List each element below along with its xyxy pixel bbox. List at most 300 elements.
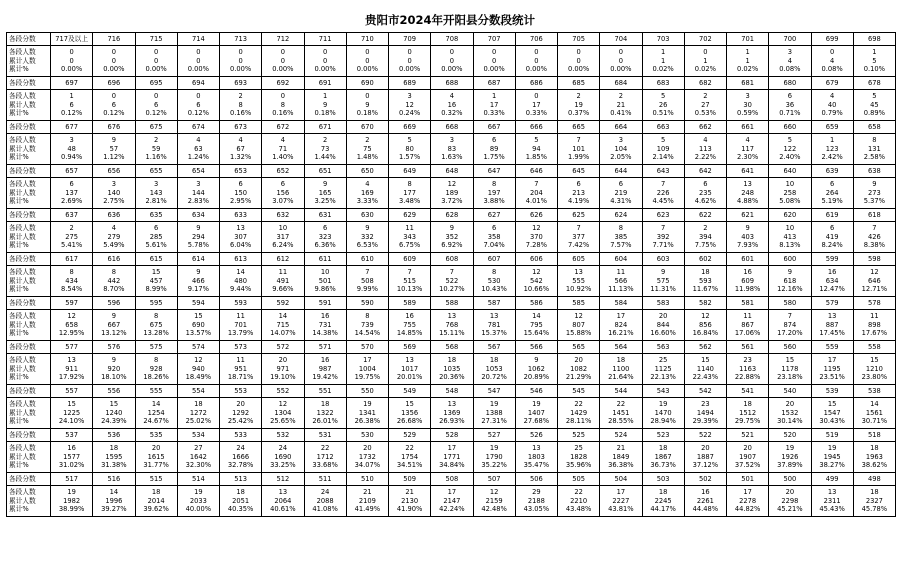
cumulative-value: 1178 — [781, 364, 799, 373]
score-band-cell: 570 — [346, 341, 388, 354]
percent-value: 5.08% — [779, 196, 801, 205]
cumulative-value: 2311 — [823, 496, 841, 505]
band-count-value: 0 — [111, 48, 116, 57]
cumulative-value: 1666 — [232, 452, 250, 461]
percent-value: 5.61% — [145, 240, 167, 249]
percent-value: 28.94% — [650, 416, 676, 425]
band-count-value: 12 — [870, 268, 879, 277]
score-band-cell: 699 — [811, 33, 853, 46]
band-count-value: 10 — [785, 224, 795, 233]
score-band-cell: 599 — [811, 253, 853, 266]
page-title: 贵阳市2024年开阳县分数段统计 — [364, 13, 535, 27]
score-data-cell — [853, 265, 895, 297]
score-data-cell — [642, 265, 684, 297]
score-data-cell — [220, 309, 262, 341]
score-data-cell — [684, 45, 726, 77]
cumulative-value: 1754 — [401, 452, 419, 461]
score-data-cell — [177, 45, 219, 77]
cumulative-value: 0 — [491, 56, 497, 65]
cumulative-value: 987 — [318, 364, 332, 373]
cumulative-value: 294 — [191, 232, 205, 241]
score-band-cell: 604 — [600, 253, 642, 266]
band-count-label: 各段人数 — [9, 488, 36, 497]
percent-value: 24.39% — [101, 416, 127, 425]
score-data-cell — [220, 133, 262, 165]
score-band-cell: 569 — [389, 341, 431, 354]
percent-value: 42.24% — [439, 504, 465, 513]
score-data-cell — [811, 353, 853, 385]
band-count-value: 17 — [363, 356, 372, 365]
band-count-value: 19 — [363, 400, 372, 409]
score-band-row — [7, 253, 896, 266]
score-band-cell: 625 — [558, 209, 600, 222]
score-band-cell: 717及以上 — [51, 33, 93, 46]
score-band-cell: 498 — [853, 473, 895, 486]
row-labels-cell — [7, 265, 51, 297]
score-data-cell — [51, 353, 93, 385]
score-data-cell — [220, 221, 262, 253]
score-band-cell: 659 — [811, 121, 853, 134]
score-data-cell — [389, 397, 431, 429]
score-band-cell: 650 — [346, 165, 388, 178]
score-band-cell: 624 — [600, 209, 642, 222]
percent-value: 4.88% — [737, 196, 759, 205]
band-count-value: 12 — [574, 312, 583, 321]
cumulative-value: 59 — [151, 144, 161, 153]
score-data-cell — [389, 309, 431, 341]
cumulative-value: 83 — [447, 144, 457, 153]
band-count-value: 20 — [785, 488, 795, 497]
cumulative-value: 1790 — [485, 452, 503, 461]
cumulative-value: 26 — [658, 100, 668, 109]
score-data-cell — [135, 221, 177, 253]
band-count-value: 0 — [534, 48, 539, 57]
band-count-value: 0 — [576, 48, 581, 57]
percent-value: 34.07% — [354, 460, 381, 469]
cumulative-value: 258 — [783, 188, 797, 197]
percent-value: 2.30% — [737, 152, 759, 161]
percent-value: 20.01% — [396, 372, 423, 381]
band-count-value: 14 — [278, 312, 288, 321]
score-band-cell: 577 — [51, 341, 93, 354]
band-count-value: 2 — [703, 92, 708, 101]
percent-value: 7.71% — [652, 240, 674, 249]
cumulative-value: 1451 — [612, 408, 630, 417]
cumulative-value: 1100 — [612, 364, 630, 373]
band-count-label: 各段人数 — [9, 444, 36, 453]
band-count-value: 18 — [109, 444, 119, 453]
cumulative-value: 1945 — [823, 452, 841, 461]
band-count-value: 0 — [618, 48, 623, 57]
score-band-cell: 523 — [642, 429, 684, 442]
percent-value: 1.12% — [103, 152, 125, 161]
score-band-cell: 500 — [769, 473, 811, 486]
percent-value: 0.00% — [61, 64, 83, 73]
percent-value: 7.93% — [737, 240, 759, 249]
band-count-value: 4 — [280, 136, 285, 145]
cumulative-value: 140 — [107, 188, 121, 197]
band-count-value: 0 — [69, 48, 74, 57]
score-data-cell — [262, 177, 304, 209]
score-band-label: 各段分数 — [7, 209, 51, 222]
score-data-cell — [515, 177, 557, 209]
score-data-cell — [135, 309, 177, 341]
percent-value: 17.06% — [734, 328, 761, 337]
score-data-cell — [304, 177, 346, 209]
percent-value: 0.16% — [230, 108, 252, 117]
score-data-cell — [769, 397, 811, 429]
band-count-label: 各段人数 — [9, 92, 36, 101]
percent-value: 15.37% — [481, 328, 507, 337]
cumulative-value: 75 — [363, 144, 372, 153]
band-count-label: 各段人数 — [9, 400, 36, 409]
percent-value: 19.42% — [312, 372, 338, 381]
cumulative-value: 6 — [153, 100, 159, 109]
percent-value: 10.27% — [439, 284, 465, 293]
band-count-value: 9 — [111, 136, 116, 145]
band-count-value: 15 — [785, 356, 795, 365]
score-data-cell — [558, 441, 600, 473]
cumulative-value: 2109 — [358, 496, 376, 505]
percent-value: 35.96% — [565, 460, 592, 469]
cumulative-value: 123 — [825, 144, 839, 153]
score-band-cell: 600 — [769, 253, 811, 266]
band-count-value: 11 — [405, 224, 414, 233]
cumulative-value: 137 — [65, 188, 78, 197]
percent-value: 6.24% — [272, 240, 294, 249]
percent-value: 29.75% — [734, 416, 761, 425]
score-band-cell: 620 — [769, 209, 811, 222]
score-band-cell: 540 — [769, 385, 811, 398]
cumulative-value: 2245 — [654, 496, 672, 505]
percent-value: 22.88% — [734, 372, 761, 381]
band-count-value: 7 — [449, 268, 454, 277]
score-data-cell — [811, 177, 853, 209]
cumulative-value: 113 — [698, 144, 712, 153]
score-band-cell: 559 — [811, 341, 853, 354]
score-band-cell: 592 — [262, 297, 304, 310]
percent-value: 17.45% — [819, 328, 845, 337]
band-count-value: 6 — [829, 180, 835, 189]
percent-value: 2.81% — [145, 196, 167, 205]
score-band-cell: 606 — [515, 253, 557, 266]
score-band-label: 各段分数 — [7, 341, 51, 354]
score-band-cell: 629 — [389, 209, 431, 222]
cumulative-value: 555 — [572, 276, 585, 285]
percent-value: 12.16% — [777, 284, 803, 293]
cumulative-value: 442 — [107, 276, 121, 285]
score-data-cell — [600, 177, 642, 209]
percent-value: 0.71% — [779, 108, 801, 117]
band-count-value: 11 — [743, 312, 752, 321]
score-data-cell — [853, 177, 895, 209]
cumulative-value: 1547 — [823, 408, 841, 417]
band-count-value: 9 — [322, 180, 328, 189]
score-data-cell — [93, 353, 135, 385]
score-data-cell — [93, 441, 135, 473]
cumulative-value: 867 — [741, 320, 754, 329]
score-band-cell: 644 — [600, 165, 642, 178]
percent-value: 25.02% — [185, 416, 212, 425]
percent-value: 27.68% — [523, 416, 550, 425]
score-data-cell — [304, 397, 346, 429]
cumulative-value: 156 — [276, 188, 290, 197]
score-band-cell: 608 — [431, 253, 473, 266]
score-band-cell: 579 — [811, 297, 853, 310]
cumulative-value: 701 — [234, 320, 247, 329]
band-count-value: 11 — [236, 356, 245, 365]
score-band-cell: 678 — [853, 77, 895, 90]
score-band-cell: 619 — [811, 209, 853, 222]
cumulative-value: 323 — [318, 232, 332, 241]
band-count-value: 16 — [67, 444, 76, 453]
score-band-row — [7, 429, 896, 442]
score-band-cell: 667 — [473, 121, 515, 134]
percent-value: 7.04% — [483, 240, 505, 249]
percent-value: 32.78% — [227, 460, 254, 469]
percent-value: 31.77% — [143, 460, 169, 469]
score-band-cell: 674 — [177, 121, 219, 134]
percent-value: 19.75% — [354, 372, 381, 381]
band-count-value: 18 — [447, 356, 457, 365]
percent-value: 0.33% — [525, 108, 547, 117]
percent-value: 0.12% — [187, 108, 209, 117]
percent-value: 33.25% — [270, 460, 296, 469]
percent-value: 2.83% — [187, 196, 209, 205]
score-data-cell — [600, 441, 642, 473]
band-count-value: 1 — [69, 92, 74, 101]
cumulative-value: 122 — [783, 144, 797, 153]
row-labels-cell — [7, 45, 51, 77]
score-data-cell — [600, 353, 642, 385]
cumulative-value: 887 — [825, 320, 839, 329]
cumulative-value: 2147 — [443, 496, 461, 505]
score-data-cell — [642, 397, 684, 429]
score-data-cell — [473, 265, 515, 297]
cumulative-value: 377 — [572, 232, 585, 241]
band-count-value: 5 — [787, 136, 792, 145]
percent-value: 40.35% — [227, 504, 254, 513]
score-band-cell: 665 — [558, 121, 600, 134]
score-band-cell: 515 — [135, 473, 177, 486]
score-data-cell — [727, 397, 769, 429]
percent-label: 累计% — [9, 504, 29, 513]
band-count-value: 19 — [194, 488, 203, 497]
score-band-cell: 637 — [51, 209, 93, 222]
band-count-value: 9 — [449, 224, 454, 233]
score-data-cell — [684, 265, 726, 297]
score-band-cell: 575 — [135, 341, 177, 354]
score-data-cell — [515, 441, 557, 473]
band-count-value: 4 — [703, 136, 708, 145]
score-band-cell: 651 — [304, 165, 346, 178]
score-band-cell: 607 — [473, 253, 515, 266]
score-data-cell — [346, 397, 388, 429]
score-data-cell — [389, 133, 431, 165]
score-data-cell — [642, 89, 684, 121]
band-count-value: 7 — [660, 224, 666, 233]
percent-value: 26.38% — [354, 416, 381, 425]
percent-value: 0.33% — [483, 108, 505, 117]
cumulative-value: 1470 — [654, 408, 672, 417]
cumulative-value: 27 — [701, 100, 710, 109]
band-count-value: 15 — [405, 400, 414, 409]
band-count-value: 18 — [701, 268, 710, 277]
score-band-cell: 710 — [346, 33, 388, 46]
score-band-cell: 521 — [727, 429, 769, 442]
score-data-cell — [51, 309, 93, 341]
percent-value: 21.29% — [565, 372, 592, 381]
score-data-cell — [220, 485, 262, 517]
cumulative-value: 466 — [191, 276, 205, 285]
score-data-cell — [684, 89, 726, 121]
score-data-cell — [769, 221, 811, 253]
percent-value: 37.12% — [692, 460, 719, 469]
band-count-value: 19 — [489, 444, 499, 453]
percent-value: 4.19% — [568, 196, 590, 205]
score-band-cell: 529 — [389, 429, 431, 442]
cumulative-value: 0 — [238, 56, 243, 65]
score-data-cell — [684, 485, 726, 517]
score-data-cell — [558, 309, 600, 341]
percent-value: 0.00% — [230, 64, 252, 73]
score-data-cell — [346, 309, 388, 341]
score-band-cell: 714 — [177, 33, 219, 46]
band-count-value: 20 — [743, 444, 752, 453]
percent-value: 8.13% — [779, 240, 801, 249]
cumulative-value: 0 — [534, 56, 539, 65]
cumulative-value: 1163 — [739, 364, 757, 373]
cumulative-value: 370 — [529, 232, 543, 241]
percent-value: 7.28% — [525, 240, 547, 249]
score-data-row — [7, 309, 896, 341]
score-data-cell — [811, 45, 853, 77]
score-data-cell — [51, 485, 93, 517]
band-count-value: 13 — [827, 312, 837, 321]
score-data-cell — [558, 221, 600, 253]
band-count-value: 6 — [238, 180, 243, 189]
band-count-value: 15 — [194, 312, 203, 321]
score-data-cell — [431, 441, 473, 473]
percent-value: 1.24% — [187, 152, 209, 161]
cumulative-value: 1272 — [189, 408, 207, 417]
score-band-cell: 660 — [769, 121, 811, 134]
band-count-value: 0 — [829, 48, 835, 57]
percent-value: 5.41% — [61, 240, 83, 249]
band-count-value: 2 — [365, 136, 370, 145]
percent-value: 0.02% — [737, 64, 759, 73]
score-band-cell: 701 — [727, 33, 769, 46]
score-band-cell: 562 — [684, 341, 726, 354]
score-data-cell — [727, 89, 769, 121]
band-count-value: 1 — [322, 92, 328, 101]
band-count-value: 17 — [827, 356, 837, 365]
percent-value: 36.73% — [650, 460, 676, 469]
score-data-cell — [515, 89, 557, 121]
percent-value: 16.84% — [692, 328, 719, 337]
cumulative-value: 1322 — [316, 408, 334, 417]
score-band-row — [7, 385, 896, 398]
band-count-value: 8 — [618, 224, 623, 233]
cumulative-value: 515 — [403, 276, 416, 285]
percent-value: 11.67% — [692, 284, 719, 293]
score-data-cell — [431, 133, 473, 165]
score-data-cell — [811, 441, 853, 473]
band-count-value: 12 — [447, 180, 457, 189]
score-data-cell — [389, 485, 431, 517]
band-count-value: 15 — [67, 400, 76, 409]
cumulative-value: 1429 — [570, 408, 588, 417]
score-data-cell — [346, 45, 388, 77]
score-data-cell — [853, 441, 895, 473]
cumulative-value: 385 — [614, 232, 628, 241]
score-band-cell: 707 — [473, 33, 515, 46]
score-band-cell: 709 — [389, 33, 431, 46]
score-data-cell — [431, 221, 473, 253]
score-data-row — [7, 265, 896, 297]
cumulative-value: 273 — [867, 188, 881, 197]
percent-value: 26.68% — [396, 416, 423, 425]
score-data-cell — [177, 397, 219, 429]
cumulative-value: 609 — [741, 276, 754, 285]
score-band-cell: 586 — [515, 297, 557, 310]
band-count-value: 1 — [660, 48, 666, 57]
score-data-cell — [558, 89, 600, 121]
percent-value: 1.85% — [525, 152, 547, 161]
score-band-cell: 668 — [431, 121, 473, 134]
score-band-cell: 632 — [262, 209, 304, 222]
percent-value: 28.11% — [565, 416, 592, 425]
score-data-cell — [811, 485, 853, 517]
percent-value: 24.67% — [143, 416, 169, 425]
cumulative-value: 807 — [572, 320, 585, 329]
cumulative-value: 213 — [572, 188, 585, 197]
score-data-cell — [769, 133, 811, 165]
score-data-cell — [769, 45, 811, 77]
percent-value: 35.47% — [523, 460, 550, 469]
cumulative-value: 67 — [236, 144, 245, 153]
score-band-cell: 672 — [262, 121, 304, 134]
band-count-value: 7 — [660, 180, 666, 189]
band-count-value: 29 — [532, 488, 541, 497]
percent-value: 1.99% — [568, 152, 590, 161]
score-data-cell — [769, 177, 811, 209]
percent-value: 26.01% — [312, 416, 338, 425]
score-data-cell — [220, 45, 262, 77]
score-band-cell: 514 — [177, 473, 219, 486]
score-data-cell — [220, 265, 262, 297]
cumulative-label: 累计人数 — [9, 276, 36, 285]
score-band-cell: 671 — [304, 121, 346, 134]
cumulative-value: 5 — [872, 56, 877, 65]
score-band-cell: 688 — [431, 77, 473, 90]
band-count-value: 4 — [745, 136, 750, 145]
score-band-cell: 554 — [177, 385, 219, 398]
percent-value: 38.27% — [819, 460, 845, 469]
score-data-cell — [93, 45, 135, 77]
cumulative-value: 1140 — [696, 364, 714, 373]
cumulative-value: 1712 — [316, 452, 334, 461]
cumulative-value: 143 — [149, 188, 163, 197]
score-band-cell: 687 — [473, 77, 515, 90]
band-count-value: 18 — [320, 400, 330, 409]
band-count-value: 16 — [743, 268, 752, 277]
percent-value: 0.00% — [145, 64, 167, 73]
band-count-value: 4 — [238, 136, 243, 145]
band-count-value: 5 — [660, 136, 666, 145]
score-band-cell: 663 — [642, 121, 684, 134]
cumulative-value: 104 — [614, 144, 628, 153]
